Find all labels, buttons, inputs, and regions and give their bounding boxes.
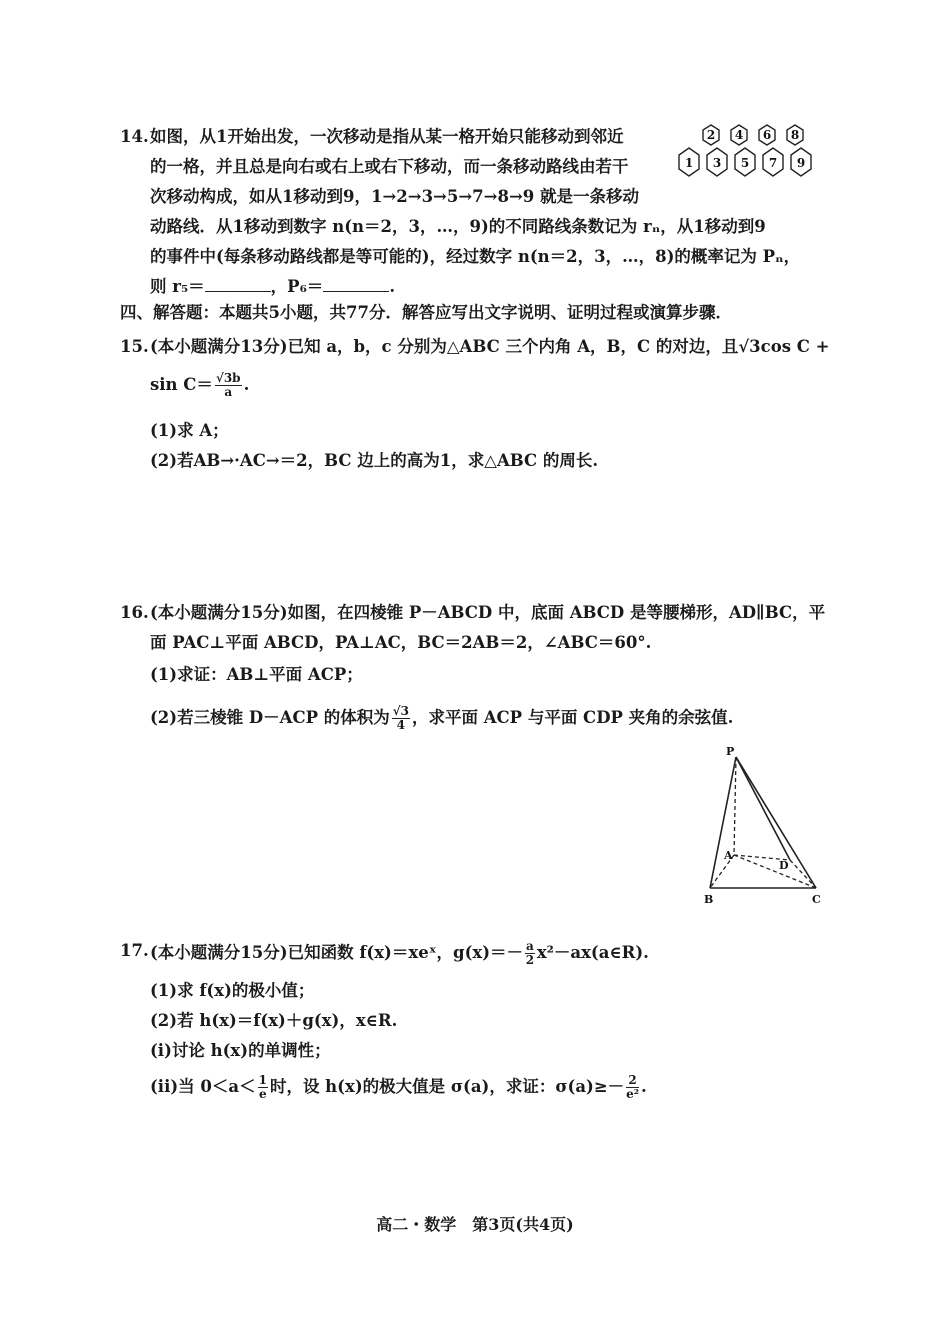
q16-fraction — [392, 705, 410, 732]
q17-text-rest: x²－ax(a∈R). — [536, 943, 649, 962]
hexagon-grid-figure — [675, 124, 825, 186]
pyramid-figure — [700, 745, 830, 910]
q14-number: 14. — [120, 127, 149, 146]
q17-line1 — [150, 940, 649, 967]
q17-fraction-1e — [258, 1074, 268, 1101]
fraction-numerator: √3 — [392, 704, 409, 718]
fraction-denominator: e² — [626, 1087, 640, 1101]
q15-line2 — [150, 372, 249, 399]
q14-line6 — [150, 276, 395, 298]
fraction-numerator: 1 — [258, 1073, 267, 1087]
q16-line2: 面 PAC⊥平面 ABCD，PA⊥AC，BC＝2AB＝2，∠ABC＝60°. — [150, 633, 652, 652]
q16-number: 16. — [120, 603, 149, 622]
q16-part2 — [150, 705, 733, 732]
q16-line1: (本小题满分15分)如图，在四棱锥 P－ABCD 中，底面 ABCD 是等腰梯形，AD∥BC，平 — [150, 603, 826, 622]
hex-label: 8 — [790, 128, 800, 142]
q17-fraction-2e2 — [626, 1074, 639, 1101]
hex-label: 3 — [712, 156, 722, 170]
q14-r5-label: 则 r₅＝ — [150, 277, 205, 296]
vertex-label-d: D — [779, 859, 789, 872]
answer-blank — [205, 277, 271, 292]
hex-label: 4 — [734, 128, 744, 142]
hex-label: 5 — [740, 156, 750, 170]
fraction-numerator: √3b — [215, 371, 241, 385]
q16-part2-rest: ，求平面 ACP 与平面 CDP 夹角的余弦值. — [411, 708, 734, 727]
hex-label: 1 — [684, 156, 694, 170]
q15-part1: (1)求 A； — [150, 421, 229, 440]
q14-line3: 次移动构成，如从1移动到9，1→2→3→5→7→8→9 就是一条移动 — [150, 187, 640, 206]
hex-label: 2 — [706, 128, 716, 142]
fraction-denominator: a — [224, 385, 233, 399]
hex-label: 6 — [762, 128, 772, 142]
vertex-label-p: P — [726, 745, 735, 758]
hex-label: 9 — [796, 156, 806, 170]
q14-period: . — [389, 277, 396, 296]
q17-ii-text-mid: 时，设 h(x)的极大值是 σ(a)，求证：σ(a)≥－ — [269, 1077, 625, 1096]
q15-fraction — [215, 372, 242, 399]
q15-period: . — [243, 375, 250, 394]
answer-blank — [323, 277, 389, 292]
q16-part2-text: (2)若三棱锥 D－ACP 的体积为 — [150, 708, 390, 727]
q17-text: (本小题满分15分)已知函数 f(x)＝xeˣ，g(x)＝－ — [150, 943, 524, 962]
q17-ii-text: (ii)当 0＜a＜ — [150, 1077, 256, 1096]
hex-label: 7 — [768, 156, 778, 170]
fraction-denominator: e — [258, 1087, 267, 1101]
q17-part2-i: (i)讨论 h(x)的单调性； — [150, 1041, 331, 1060]
fraction-numerator: a — [526, 939, 534, 953]
q16-part1: (1)求证：AB⊥平面 ACP； — [150, 665, 363, 684]
q17-part2: (2)若 h(x)＝f(x)＋g(x)，x∈R. — [150, 1011, 398, 1030]
q15-sin-label: sin C＝ — [150, 375, 213, 394]
fraction-numerator: 2 — [626, 1074, 639, 1088]
q15-line1: (本小题满分13分)已知 a，b，c 分别为△ABC 三个内角 A，B，C 的对边，且√3cos C + — [150, 337, 830, 356]
q15-number: 15. — [120, 337, 149, 356]
vertex-label-a: A — [724, 849, 733, 862]
q17-part2-ii — [150, 1074, 647, 1101]
q17-part1: (1)求 f(x)的极小值； — [150, 981, 315, 1000]
q17-fraction — [525, 940, 535, 967]
q17-number: 17. — [120, 941, 149, 960]
q14-line4: 动路线．从1移动到数字 n(n＝2，3，…，9)的不同路线条数记为 rₙ，从1移动到9 — [150, 217, 766, 236]
q14-line2: 的一格，并且总是向右或右上或右下移动，而一条移动路线由若干 — [150, 157, 629, 176]
page-footer: 高二・数学 第3页(共4页) — [376, 1215, 574, 1234]
fraction-denominator: 2 — [525, 953, 535, 967]
section-heading: 四、解答题：本题共5小题，共77分．解答应写出文字说明、证明过程或演算步骤． — [120, 303, 732, 322]
vertex-label-b: B — [704, 893, 714, 906]
q17-period: . — [641, 1077, 647, 1096]
q15-part2: (2)若AB→·AC→＝2，BC 边上的高为1，求△ABC 的周长. — [150, 451, 599, 470]
q14-p6-label: ，P₆＝ — [270, 277, 324, 296]
vertex-label-c: C — [812, 893, 821, 906]
q14-line5: 的事件中(每条移动路线都是等可能的)，经过数字 n(n＝2，3，…，8)的概率记为 Pₙ， — [150, 247, 801, 266]
fraction-denominator: 4 — [396, 718, 406, 732]
q14-line1: 如图，从1开始出发，一次移动是指从某一格开始只能移动到邻近 — [150, 127, 624, 146]
